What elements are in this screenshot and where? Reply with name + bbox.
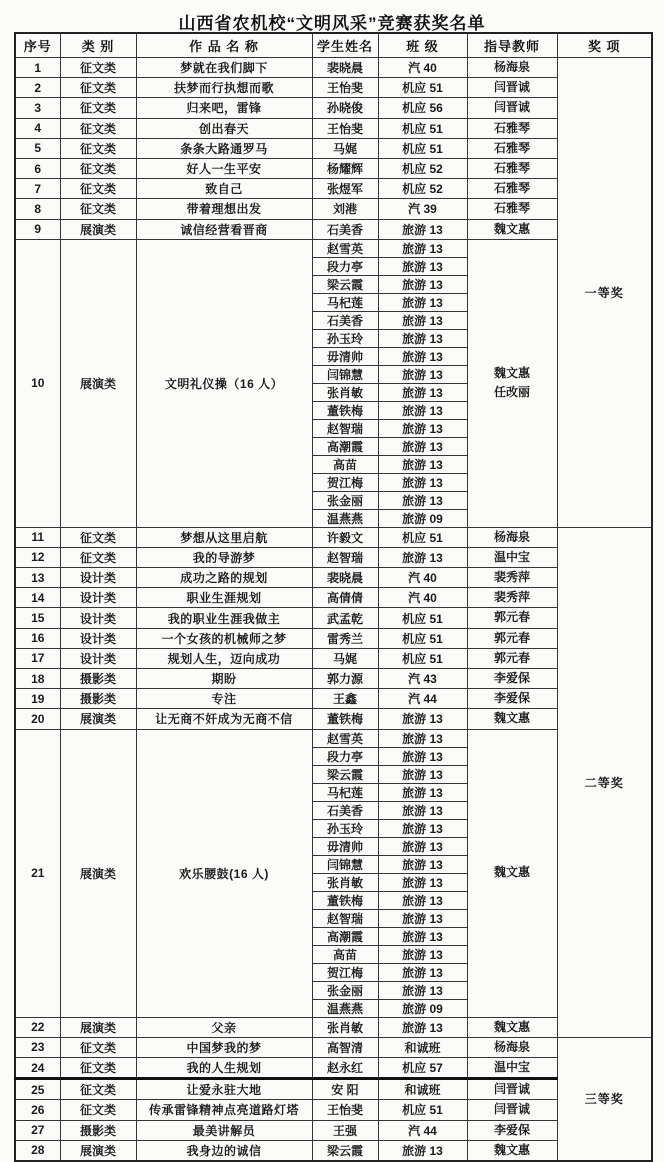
student-name-cell: 梁云霞 — [312, 1140, 378, 1161]
class-cell: 旅游 13 — [378, 963, 467, 981]
work-title-cell: 父亲 — [136, 1017, 312, 1037]
work-title-cell: 扶梦而行执想而歌 — [136, 78, 312, 98]
category-cell: 展演类 — [60, 729, 136, 1017]
table-row — [15, 669, 652, 689]
teacher-cell — [467, 219, 557, 239]
work-title-cell: 最美讲解员 — [136, 1120, 312, 1140]
class-cell: 旅游 13 — [378, 729, 467, 747]
student-name-cell: 高苗 — [312, 945, 378, 963]
class-cell: 旅游 13 — [378, 239, 467, 257]
class-cell: 机应 51 — [378, 1100, 467, 1120]
work-title-cell: 传承雷锋精神点亮道路灯塔 — [136, 1100, 312, 1120]
work-title-cell: 文明礼仪操（16 人） — [136, 239, 312, 527]
table-row — [15, 729, 652, 747]
student-name-cell: 裴晓晨 — [312, 568, 378, 588]
table-row — [15, 98, 652, 118]
student-name-cell: 杨耀辉 — [312, 158, 378, 178]
work-title-cell: 让无商不奸成为无商不信 — [136, 709, 312, 729]
student-name-cell: 段力亭 — [312, 257, 378, 275]
student-name-cell: 马杞莲 — [312, 783, 378, 801]
work-title-cell: 创出春天 — [136, 118, 312, 138]
category-cell: 设计类 — [60, 568, 136, 588]
class-cell: 汽 43 — [378, 669, 467, 689]
row-number-cell: 22 — [15, 1017, 60, 1037]
row-number-cell: 23 — [15, 1037, 60, 1057]
teacher-cell — [467, 669, 557, 689]
work-title-cell: 让爱永驻大地 — [136, 1079, 312, 1100]
teacher-name: 闫晋诚 — [493, 100, 530, 115]
student-name-cell: 王怡斐 — [312, 78, 378, 98]
student-name-cell: 毋清帅 — [312, 347, 378, 365]
student-name-cell: 毋清帅 — [312, 837, 378, 855]
student-name-cell: 孙玉玲 — [312, 819, 378, 837]
work-title-cell: 致自己 — [136, 179, 312, 199]
student-name-cell: 赵永红 — [312, 1057, 378, 1078]
student-name-cell: 张肖敏 — [312, 383, 378, 401]
col-header-category: 类 别 — [60, 33, 136, 58]
student-name-cell: 石美香 — [312, 311, 378, 329]
student-name-cell: 郭力源 — [312, 669, 378, 689]
class-cell: 机应 51 — [378, 628, 467, 648]
class-cell: 机应 51 — [378, 648, 467, 668]
work-title-cell: 职业生涯规划 — [136, 588, 312, 608]
class-cell: 旅游 13 — [378, 275, 467, 293]
category-cell: 设计类 — [60, 588, 136, 608]
row-number-cell: 28 — [15, 1140, 60, 1161]
category-cell: 征文类 — [60, 1057, 136, 1078]
table-row — [15, 199, 652, 219]
row-number-cell: 17 — [15, 648, 60, 668]
student-name-cell: 马杞莲 — [312, 293, 378, 311]
category-cell: 摄影类 — [60, 1120, 136, 1140]
category-cell: 征文类 — [60, 199, 136, 219]
class-cell: 和诚班 — [378, 1079, 467, 1100]
category-cell: 征文类 — [60, 58, 136, 78]
teacher-cell — [467, 1100, 557, 1120]
work-title-cell: 欢乐腰鼓(16 人) — [136, 729, 312, 1017]
class-cell: 汽 44 — [378, 689, 467, 709]
teacher-cell — [467, 729, 557, 1017]
class-cell: 旅游 13 — [378, 981, 467, 999]
student-name-cell: 董铁梅 — [312, 891, 378, 909]
class-cell: 旅游 13 — [378, 765, 467, 783]
class-cell: 汽 40 — [378, 568, 467, 588]
row-number-cell: 2 — [15, 78, 60, 98]
teacher-name: 郭元春 — [493, 650, 530, 665]
teacher-cell — [467, 588, 557, 608]
student-name-cell: 高潮霞 — [312, 437, 378, 455]
table-row — [15, 1017, 652, 1037]
student-name-cell: 赵智瑞 — [312, 909, 378, 927]
class-cell: 旅游 13 — [378, 293, 467, 311]
teacher-cell — [467, 239, 557, 527]
teacher-name: 郭元春 — [493, 630, 530, 645]
student-name-cell: 雷秀兰 — [312, 628, 378, 648]
class-cell: 旅游 13 — [378, 473, 467, 491]
category-cell: 展演类 — [60, 709, 136, 729]
col-header-student: 学生姓名 — [312, 33, 378, 58]
table-row — [15, 158, 652, 178]
student-name-cell: 王怡斐 — [312, 118, 378, 138]
work-title-cell: 规划人生，迈向成功 — [136, 648, 312, 668]
student-name-cell: 高苗 — [312, 455, 378, 473]
class-cell: 旅游 13 — [378, 383, 467, 401]
class-cell: 旅游 13 — [378, 347, 467, 365]
teacher-cell — [467, 58, 557, 78]
category-cell: 展演类 — [60, 1017, 136, 1037]
work-title-cell: 归来吧，雷锋 — [136, 98, 312, 118]
class-cell: 旅游 13 — [378, 927, 467, 945]
category-cell: 征文类 — [60, 179, 136, 199]
teacher-name: 石雅琴 — [493, 120, 530, 135]
student-name-cell: 梁云霞 — [312, 765, 378, 783]
category-cell: 征文类 — [60, 1079, 136, 1100]
teacher-name: 闫晋诚 — [493, 1102, 530, 1117]
student-name-cell: 赵雪英 — [312, 239, 378, 257]
row-number-cell: 5 — [15, 138, 60, 158]
table-row — [15, 1120, 652, 1140]
teacher-name: 裴秀萍 — [493, 570, 530, 585]
class-cell: 旅游 13 — [378, 819, 467, 837]
row-number-cell: 15 — [15, 608, 60, 628]
class-cell: 旅游 13 — [378, 709, 467, 729]
class-cell: 汽 44 — [378, 1120, 467, 1140]
row-number-cell: 7 — [15, 179, 60, 199]
table-row — [15, 219, 652, 239]
student-name-cell: 张金丽 — [312, 491, 378, 509]
student-name-cell: 闫锦慧 — [312, 365, 378, 383]
category-cell: 摄影类 — [60, 669, 136, 689]
teacher-name: 石雅琴 — [493, 160, 530, 175]
student-name-cell: 张煜军 — [312, 179, 378, 199]
category-cell: 征文类 — [60, 158, 136, 178]
student-name-cell: 高潮霞 — [312, 927, 378, 945]
table-row — [15, 1079, 652, 1100]
award-cell: 一等奖 — [557, 58, 652, 528]
class-cell: 旅游 13 — [378, 401, 467, 419]
row-number-cell: 11 — [15, 527, 60, 547]
category-cell: 征文类 — [60, 118, 136, 138]
teacher-name: 闫晋诚 — [493, 80, 530, 95]
class-cell: 旅游 13 — [378, 419, 467, 437]
teacher-name: 魏文惠 — [493, 1019, 530, 1034]
teacher-cell — [467, 1079, 557, 1100]
teacher-name: 魏文惠 — [493, 865, 530, 880]
teacher-name: 石雅琴 — [493, 201, 530, 216]
class-cell: 旅游 13 — [378, 891, 467, 909]
row-number-cell: 18 — [15, 669, 60, 689]
class-cell: 和诚班 — [378, 1037, 467, 1057]
student-name-cell: 温燕燕 — [312, 509, 378, 527]
work-title-cell: 我的人生规划 — [136, 1057, 312, 1078]
header-row — [15, 33, 652, 58]
table-row — [15, 1037, 652, 1057]
row-number-cell: 12 — [15, 547, 60, 567]
class-cell: 汽 40 — [378, 58, 467, 78]
teacher-cell — [467, 568, 557, 588]
teacher-name: 裴秀萍 — [493, 590, 530, 605]
teacher-cell — [467, 689, 557, 709]
teacher-cell — [467, 608, 557, 628]
col-header-award: 奖 项 — [557, 33, 652, 58]
class-cell: 旅游 13 — [378, 257, 467, 275]
class-cell: 旅游 13 — [378, 1140, 467, 1161]
work-title-cell: 诚信经营看晋商 — [136, 219, 312, 239]
awards-table-body — [15, 58, 652, 1161]
teacher-cell — [467, 527, 557, 547]
class-cell: 机应 56 — [378, 98, 467, 118]
teacher-cell — [467, 628, 557, 648]
teacher-name: 闫晋诚 — [493, 1082, 530, 1097]
work-title-cell: 我的导游梦 — [136, 547, 312, 567]
work-title-cell: 中国梦我的梦 — [136, 1037, 312, 1057]
student-name-cell: 许毅文 — [312, 527, 378, 547]
student-name-cell: 高智清 — [312, 1037, 378, 1057]
class-cell: 汽 40 — [378, 588, 467, 608]
teacher-name: 李爱保 — [493, 1122, 530, 1137]
student-name-cell: 董铁梅 — [312, 709, 378, 729]
teacher-cell — [467, 78, 557, 98]
row-number-cell: 3 — [15, 98, 60, 118]
row-number-cell: 9 — [15, 219, 60, 239]
student-name-cell: 刘港 — [312, 199, 378, 219]
row-number-cell: 26 — [15, 1100, 60, 1120]
category-cell: 征文类 — [60, 1037, 136, 1057]
page-title: 山西省农机校“文明风采”竞赛获奖名单 — [178, 14, 486, 33]
category-cell: 征文类 — [60, 138, 136, 158]
teacher-name: 李爱保 — [493, 691, 530, 706]
class-cell: 机应 51 — [378, 138, 467, 158]
class-cell: 旅游 13 — [378, 547, 467, 567]
work-title-cell: 专注 — [136, 689, 312, 709]
class-cell: 旅游 09 — [378, 999, 467, 1017]
student-name-cell: 王强 — [312, 1120, 378, 1140]
class-cell: 汽 39 — [378, 199, 467, 219]
teacher-cell — [467, 1140, 557, 1161]
teacher-name: 杨海泉 — [493, 60, 530, 74]
table-row — [15, 648, 652, 668]
teacher-name: 魏文惠 — [493, 221, 530, 236]
class-cell: 机应 52 — [378, 179, 467, 199]
teacher-name: 石雅琴 — [493, 140, 530, 155]
award-cell: 三等奖 — [557, 1037, 652, 1161]
work-title-cell: 我身边的诚信 — [136, 1140, 312, 1161]
teacher-name: 魏文惠 — [493, 366, 530, 380]
table-row — [15, 118, 652, 138]
row-number-cell: 27 — [15, 1120, 60, 1140]
teacher-cell — [467, 179, 557, 199]
student-name-cell: 张金丽 — [312, 981, 378, 999]
col-header-no: 序号 — [15, 33, 60, 58]
teacher-name: 杨海泉 — [493, 1039, 530, 1054]
student-name-cell: 马娓 — [312, 648, 378, 668]
teacher-cell — [467, 1037, 557, 1057]
work-title-cell: 好人一生平安 — [136, 158, 312, 178]
teacher-name: 温中宝 — [493, 549, 530, 564]
row-number-cell: 19 — [15, 689, 60, 709]
class-cell: 旅游 13 — [378, 855, 467, 873]
work-title-cell: 梦就在我们脚下 — [136, 58, 312, 78]
student-name-cell: 梁云霞 — [312, 275, 378, 293]
row-number-cell: 14 — [15, 588, 60, 608]
class-cell: 机应 51 — [378, 527, 467, 547]
student-name-cell: 闫锦慧 — [312, 855, 378, 873]
category-cell: 展演类 — [60, 219, 136, 239]
work-title-cell: 成功之路的规划 — [136, 568, 312, 588]
student-name-cell: 董铁梅 — [312, 401, 378, 419]
table-row — [15, 568, 652, 588]
table-row — [15, 1140, 652, 1161]
student-name-cell: 赵智瑞 — [312, 547, 378, 567]
teacher-name: 郭元春 — [493, 610, 530, 625]
class-cell: 机应 51 — [378, 118, 467, 138]
category-cell: 设计类 — [60, 608, 136, 628]
teacher-name: 魏文惠 — [493, 711, 530, 726]
class-cell: 旅游 13 — [378, 783, 467, 801]
student-name-cell: 段力亭 — [312, 747, 378, 765]
teacher-cell — [467, 1120, 557, 1140]
table-row — [15, 78, 652, 98]
teacher-cell — [467, 98, 557, 118]
class-cell: 旅游 13 — [378, 365, 467, 383]
table-row — [15, 628, 652, 648]
table-row — [15, 1057, 652, 1078]
student-name-cell: 石美香 — [312, 801, 378, 819]
category-cell: 征文类 — [60, 1100, 136, 1120]
table-row — [15, 608, 652, 628]
class-cell: 旅游 09 — [378, 509, 467, 527]
student-name-cell: 孙玉玲 — [312, 329, 378, 347]
class-cell: 机应 51 — [378, 78, 467, 98]
teacher-cell — [467, 1017, 557, 1037]
teacher-cell — [467, 158, 557, 178]
class-cell: 机应 51 — [378, 608, 467, 628]
teacher-cell — [467, 1057, 557, 1078]
work-title-cell: 我的职业生涯我做主 — [136, 608, 312, 628]
table-row — [15, 689, 652, 709]
category-cell: 摄影类 — [60, 689, 136, 709]
student-name-cell: 马娓 — [312, 138, 378, 158]
class-cell: 旅游 13 — [378, 455, 467, 473]
row-number-cell: 6 — [15, 158, 60, 178]
student-name-cell: 安 阳 — [312, 1079, 378, 1100]
table-row — [15, 138, 652, 158]
work-title-cell: 条条大路通罗马 — [136, 138, 312, 158]
table-row — [15, 239, 652, 257]
col-header-teacher: 指导教师 — [467, 33, 557, 58]
teacher-cell — [467, 547, 557, 567]
category-cell: 征文类 — [60, 527, 136, 547]
class-cell: 旅游 13 — [378, 909, 467, 927]
table-row — [15, 588, 652, 608]
teacher-name: 石雅琴 — [493, 181, 530, 196]
col-header-class: 班 级 — [378, 33, 467, 58]
row-number-cell: 1 — [15, 58, 60, 78]
row-number-cell: 13 — [15, 568, 60, 588]
table-row — [15, 58, 652, 78]
teacher-cell — [467, 709, 557, 729]
class-cell: 旅游 13 — [378, 329, 467, 347]
category-cell: 设计类 — [60, 628, 136, 648]
row-number-cell: 10 — [15, 239, 60, 527]
teacher-cell — [467, 648, 557, 668]
student-name-cell: 王怡斐 — [312, 1100, 378, 1120]
row-number-cell: 16 — [15, 628, 60, 648]
class-cell: 旅游 13 — [378, 837, 467, 855]
student-name-cell: 孙晓俊 — [312, 98, 378, 118]
student-name-cell: 高倩倩 — [312, 588, 378, 608]
teacher-cell — [467, 118, 557, 138]
work-title-cell: 期盼 — [136, 669, 312, 689]
teacher-name: 魏文惠 — [493, 1142, 530, 1157]
class-cell: 机应 52 — [378, 158, 467, 178]
category-cell: 展演类 — [60, 239, 136, 527]
student-name-cell: 王鑫 — [312, 689, 378, 709]
col-header-work: 作 品 名 称 — [136, 33, 312, 58]
class-cell: 旅游 13 — [378, 219, 467, 239]
class-cell: 旅游 13 — [378, 311, 467, 329]
category-cell: 展演类 — [60, 1140, 136, 1161]
row-number-cell: 21 — [15, 729, 60, 1017]
award-cell: 二等奖 — [557, 527, 652, 1037]
student-name-cell: 裴晓晨 — [312, 58, 378, 78]
row-number-cell: 24 — [15, 1057, 60, 1078]
teacher-name: 李爱保 — [493, 671, 530, 685]
teacher-name: 任改丽 — [493, 385, 530, 400]
student-name-cell: 贺江梅 — [312, 473, 378, 491]
student-name-cell: 张肖敏 — [312, 1017, 378, 1037]
student-name-cell: 贺江梅 — [312, 963, 378, 981]
category-cell: 征文类 — [60, 98, 136, 118]
work-title-cell: 梦想从这里启航 — [136, 527, 312, 547]
category-cell: 征文类 — [60, 547, 136, 567]
awards-table — [14, 32, 653, 1162]
table-row — [15, 709, 652, 729]
category-cell: 征文类 — [60, 78, 136, 98]
teacher-name: 杨海泉 — [493, 529, 530, 544]
class-cell: 旅游 13 — [378, 945, 467, 963]
work-title-cell: 一个女孩的机械师之梦 — [136, 628, 312, 648]
row-number-cell: 4 — [15, 118, 60, 138]
category-cell: 设计类 — [60, 648, 136, 668]
student-name-cell: 石美香 — [312, 219, 378, 239]
table-row — [15, 1100, 652, 1120]
class-cell: 旅游 13 — [378, 1017, 467, 1037]
class-cell: 旅游 13 — [378, 437, 467, 455]
student-name-cell: 张肖敏 — [312, 873, 378, 891]
student-name-cell: 赵智瑞 — [312, 419, 378, 437]
row-number-cell: 20 — [15, 709, 60, 729]
student-name-cell: 温燕燕 — [312, 999, 378, 1017]
table-row — [15, 527, 652, 547]
table-row — [15, 547, 652, 567]
class-cell: 旅游 13 — [378, 747, 467, 765]
table-row — [15, 179, 652, 199]
student-name-cell: 赵雪英 — [312, 729, 378, 747]
class-cell: 旅游 13 — [378, 801, 467, 819]
teacher-cell — [467, 199, 557, 219]
student-name-cell: 武孟乾 — [312, 608, 378, 628]
class-cell: 旅游 13 — [378, 873, 467, 891]
row-number-cell: 25 — [15, 1079, 60, 1100]
class-cell: 旅游 13 — [378, 491, 467, 509]
teacher-cell — [467, 138, 557, 158]
row-number-cell: 8 — [15, 199, 60, 219]
teacher-name: 温中宝 — [493, 1059, 530, 1074]
class-cell: 机应 57 — [378, 1057, 467, 1078]
work-title-cell: 带着理想出发 — [136, 199, 312, 219]
